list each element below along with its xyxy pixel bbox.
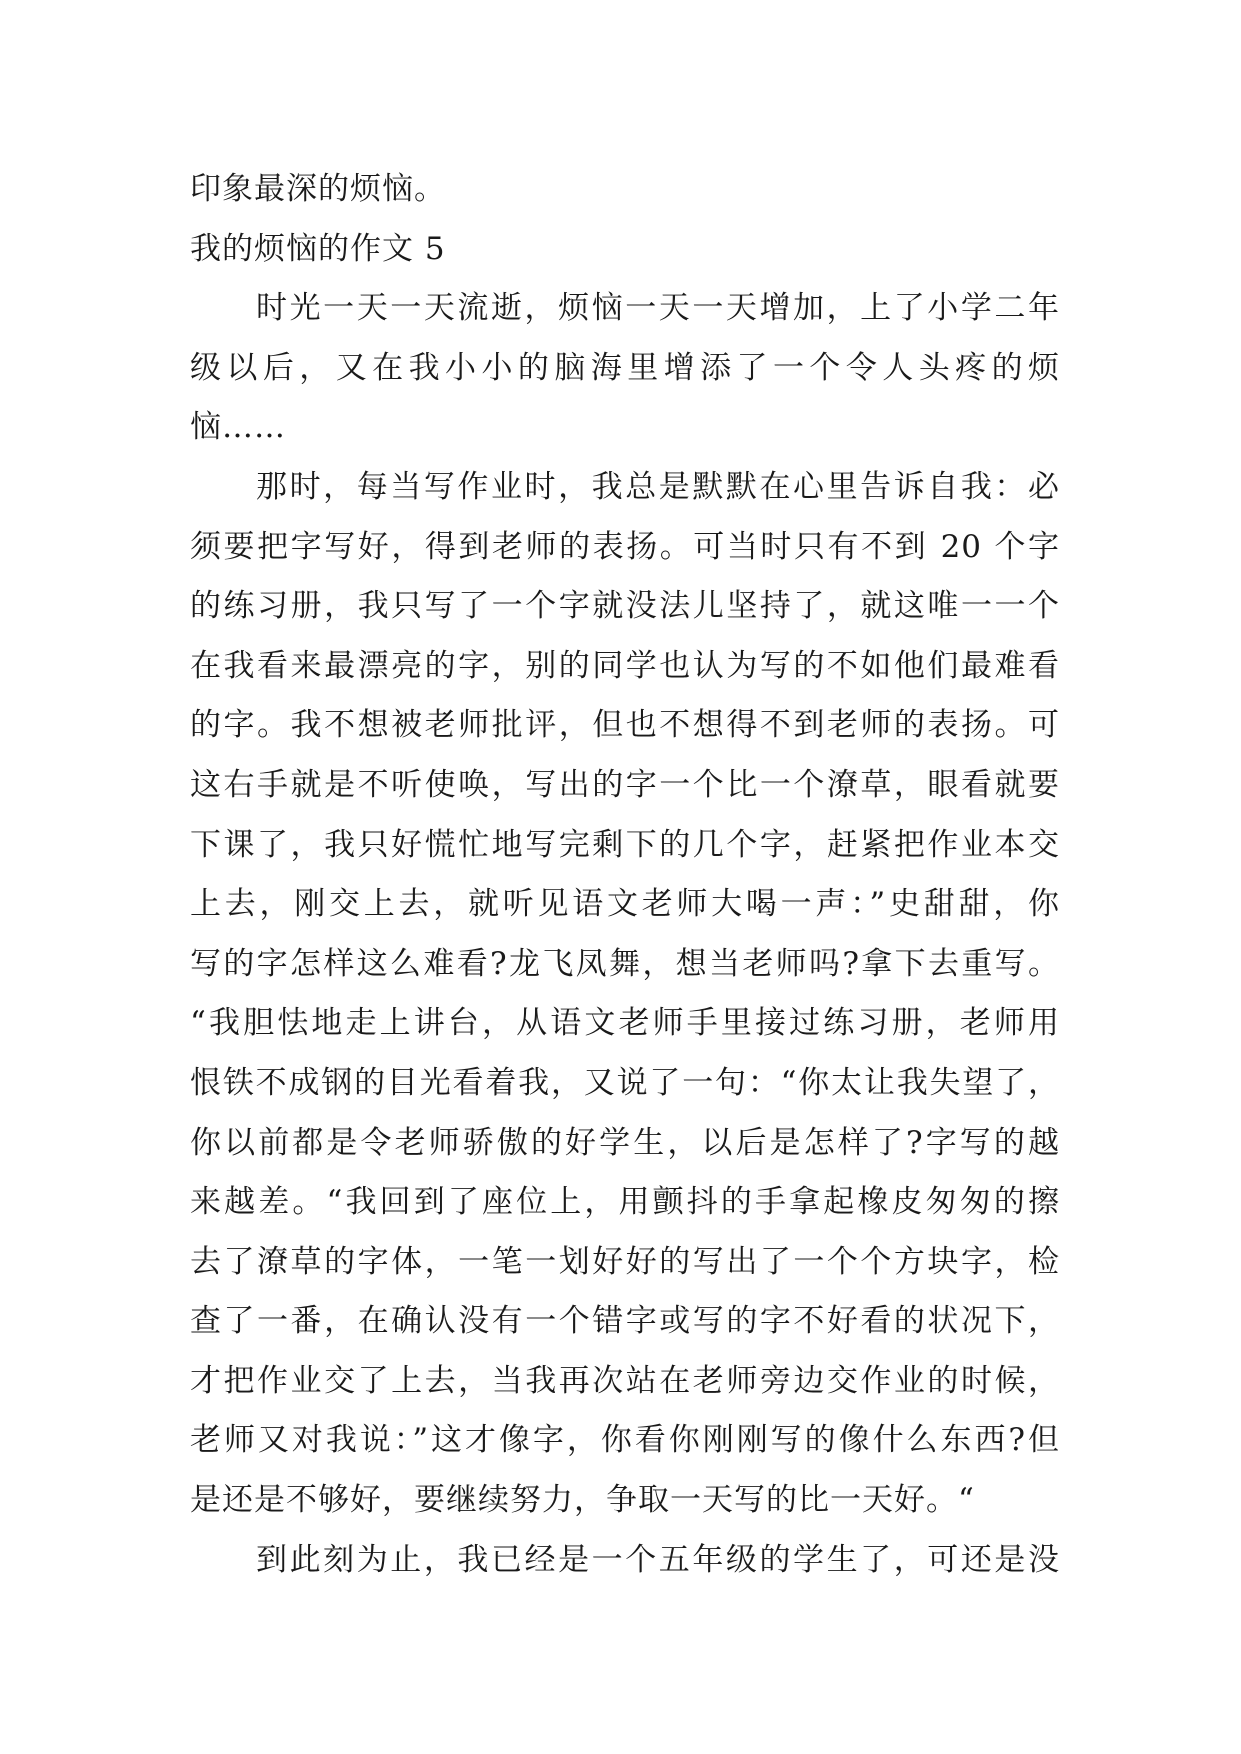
- text-line: 时光一天一天流逝，烦恼一天一天增加，上了小学二年: [256, 290, 1060, 327]
- text-line: 写的字怎样这么难看?龙飞凤舞，想当老师吗?拿下去重写。: [190, 945, 1060, 982]
- text-line: 查了一番，在确认没有一个错字或写的字不好看的状况下，: [190, 1303, 1060, 1340]
- text-line: 须要把字写好，得到老师的表扬。可当时只有不到 20 个字: [190, 528, 1060, 565]
- text-line: “我胆怯地走上讲台，从语文老师手里接过练习册，老师用: [190, 1005, 1060, 1042]
- text-line: 是还是不够好，要继续努力，争取一天写的比一天好。“: [190, 1482, 975, 1519]
- essay-title: 我的烦恼的作文 5: [190, 230, 446, 267]
- text-line: 下课了，我只好慌忙地写完剩下的几个字，赶紧把作业本交: [190, 826, 1060, 863]
- text-line: 印象最深的烦恼。: [190, 171, 446, 207]
- text-line: 去了潦草的字体，一笔一划好好的写出了一个个方块字，检: [190, 1243, 1060, 1280]
- text-line: 这右手就是不听使唤，写出的字一个比一个潦草，眼看就要: [190, 766, 1060, 803]
- text-line: 恨铁不成钢的目光看着我，又说了一句：“你太让我失望了，: [190, 1064, 1060, 1101]
- text-line: 的练习册，我只写了一个字就没法儿坚持了，就这唯一一个: [190, 588, 1060, 625]
- text-line: 来越差。“我回到了座位上，用颤抖的手拿起橡皮匆匆的擦: [190, 1184, 1060, 1221]
- text-line: 级以后，又在我小小的脑海里增添了一个令人头疼的烦: [190, 349, 1060, 386]
- text-line: 那时，每当写作业时，我总是默默在心里告诉自我：必: [256, 468, 1060, 505]
- essay-body: [190, 160, 1060, 1590]
- text-line: 恼……: [190, 409, 286, 446]
- text-line: 老师又对我说：”这才像字，你看你刚刚写的像什么东西?但: [190, 1422, 1060, 1459]
- text-line: 在我看来最漂亮的字，别的同学也认为写的不如他们最难看: [190, 647, 1060, 684]
- text-line: 你以前都是令老师骄傲的好学生，以后是怎样了?字写的越: [190, 1124, 1060, 1161]
- text-line: 的字。我不想被老师批评，但也不想得不到老师的表扬。可: [190, 707, 1060, 744]
- text-line: 到此刻为止，我已经是一个五年级的学生了，可还是没: [256, 1541, 1060, 1578]
- text-line: 才把作业交了上去，当我再次站在老师旁边交作业的时候，: [190, 1362, 1060, 1399]
- text-line: 上去，刚交上去，就听见语文老师大喝一声：”史甜甜，你: [190, 886, 1060, 923]
